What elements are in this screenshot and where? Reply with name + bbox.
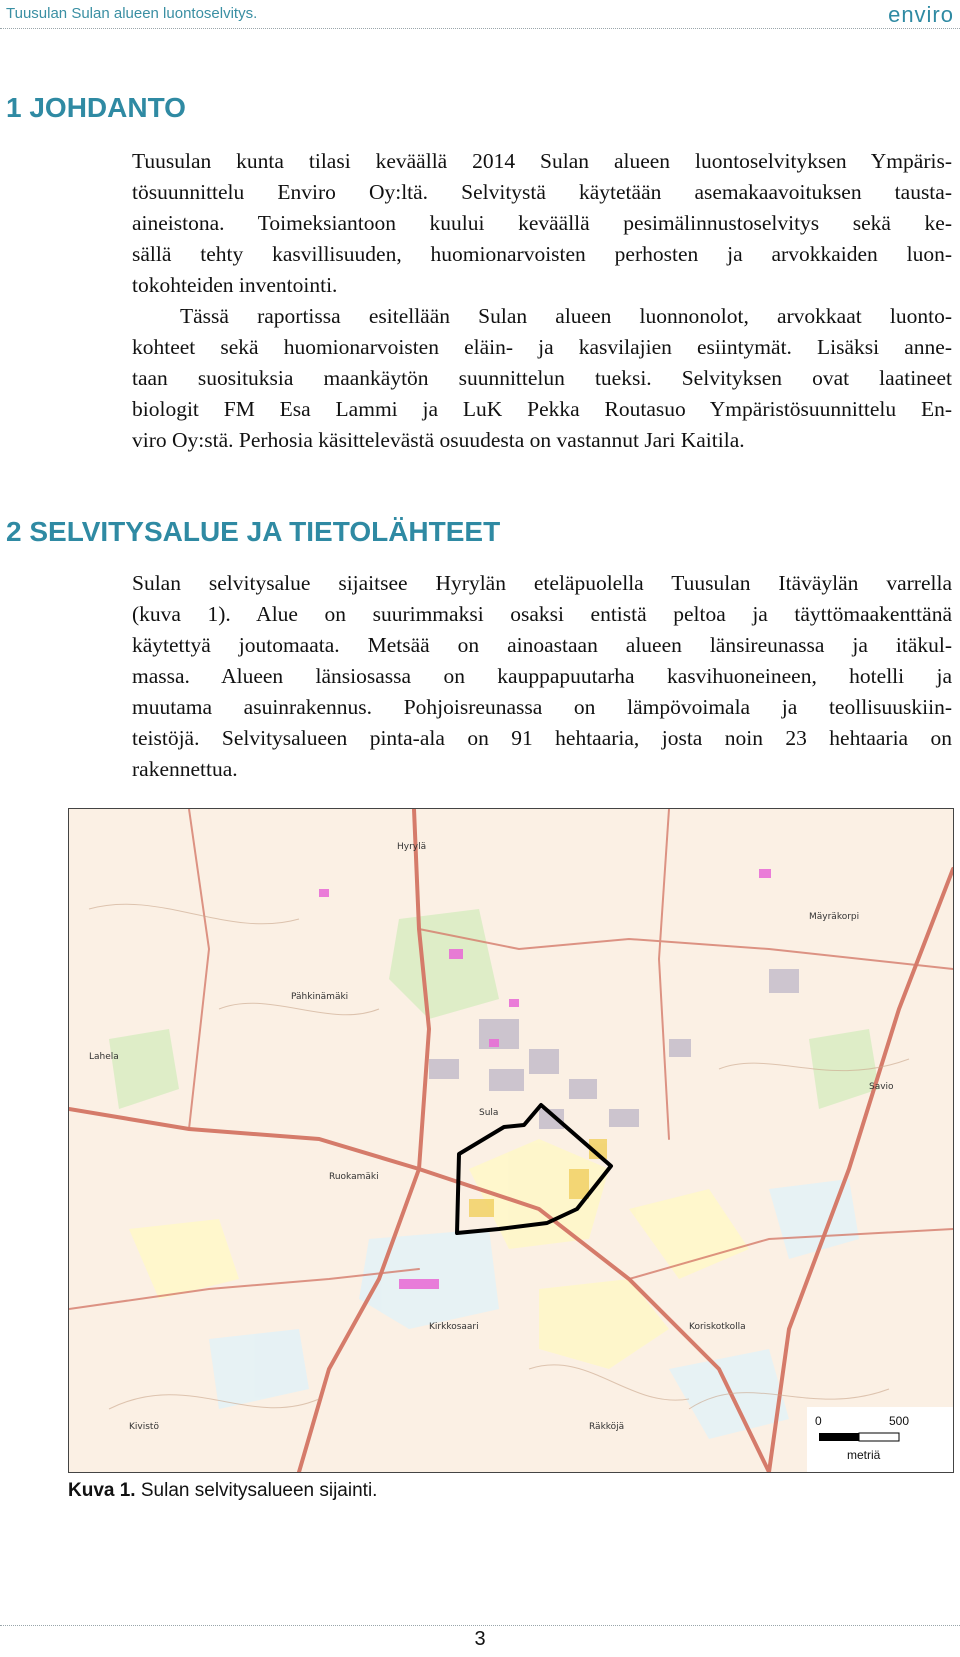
enviro-logo: enviro: [888, 2, 954, 27]
caption-text: Sulan selvitysalueen sijainti.: [135, 1480, 378, 1501]
text-line: kohteet sekä huomionarvoisten eläin- ja kasvilajien esiintymät. Lisäksi anne-: [132, 335, 952, 359]
place-label-savio: Savio: [869, 1082, 894, 1092]
svg-text:metriä: metriä: [847, 1448, 881, 1462]
place-label-sula: Sula: [479, 1108, 499, 1118]
text-line: biologit FM Esa Lammi ja LuK Pekka Routasuo Ympäristösuunnittelu En-: [132, 397, 952, 421]
text-line: käytettyä joutomaata. Metsää on ainoastaan alueen länsireunassa ja itäkul-: [132, 633, 952, 657]
scale-bar: [807, 1407, 953, 1472]
text-line: Sulan selvitysalue sijaitsee Hyrylän eteläpuolella Tuusulan Itäväylän varrella: [132, 571, 952, 595]
place-label-kivisto: Kivistö: [129, 1422, 159, 1432]
place-label-rakkoja: Räkköjä: [589, 1422, 625, 1432]
text-line: Tuusulan kunta tilasi keväällä 2014 Sulan alueen luontoselvityksen Ympäris-: [132, 149, 952, 173]
place-label-mayrakorpi: Mäyräkorpi: [809, 912, 860, 922]
text-line: rakennettua.: [132, 757, 238, 781]
text-line: sällä tehty kasvillisuuden, huomionarvoisten perhosten ja arvokkaiden luon-: [132, 242, 952, 266]
header-divider: [0, 28, 960, 29]
text-line: tösuunnittelu Enviro Oy:ltä. Selvitystä käytetään asemakaavoituksen tausta-: [132, 180, 952, 204]
paragraph-area: [132, 568, 952, 785]
place-label-lahela: Lahela: [89, 1052, 119, 1062]
text-line: (kuva 1). Alue on suurimmaksi osaksi entistä peltoa ja täyttömaakenttänä: [132, 602, 952, 626]
map-graphic: [69, 809, 953, 1472]
text-line: massa. Alueen länsiosassa on kauppapuutarha kasvihuoneineen, hotelli ja: [132, 664, 952, 688]
svg-text:500: 500: [889, 1414, 910, 1428]
section-heading-johdanto: 1 JOHDANTO: [6, 92, 186, 123]
place-label-ruokamaki: Ruokamäki: [329, 1172, 379, 1182]
svg-text:0: 0: [815, 1414, 822, 1428]
caption-label: Kuva 1.: [68, 1480, 136, 1501]
page-header: [0, 0, 960, 30]
text-line: teistöjä. Selvitysalueen pinta-ala on 91 hehtaaria, josta noin 23 hehtaaria on: [132, 726, 952, 750]
paragraph-report: [132, 301, 952, 456]
location-map: [68, 808, 954, 1473]
place-label-hyryla: Hyrylä: [397, 842, 427, 852]
place-label-kirkkosaari: Kirkkosaari: [429, 1322, 479, 1332]
section-heading-selvitysalue: 2 SELVITYSALUE JA TIETOLÄHTEET: [6, 516, 501, 547]
page-number: 3: [474, 1628, 486, 1650]
text-line: Tässä raportissa esitellään Sulan alueen luonnonolot, arvokkaat luonto-: [180, 304, 952, 328]
text-line: muutama asuinrakennus. Pohjoisreunassa on lämpövoimala ja teollisuuskiin-: [132, 695, 952, 719]
place-label-pahkinamaki: Pähkinämäki: [291, 992, 349, 1002]
text-line: aineistona. Toimeksiantoon kuului keväällä pesimälinnustoselvitys sekä ke-: [132, 211, 952, 235]
text-line: taan suosituksia maankäytön suunnittelun tueksi. Selvityksen ovat laatineet: [132, 366, 952, 390]
place-label-koriskotkolla: Koriskotkolla: [689, 1322, 746, 1332]
footer-divider: [0, 1625, 960, 1626]
text-line: tokohteiden inventointi.: [132, 273, 338, 297]
paragraph-intro: [132, 146, 952, 301]
figure-caption: [68, 1480, 377, 1502]
document-title: Tuusulan Sulan alueen luontoselvitys.: [6, 5, 258, 22]
text-line: viro Oy:stä. Perhosia käsittelevästä osuudesta on vastannut Jari Kaitila.: [132, 428, 745, 452]
